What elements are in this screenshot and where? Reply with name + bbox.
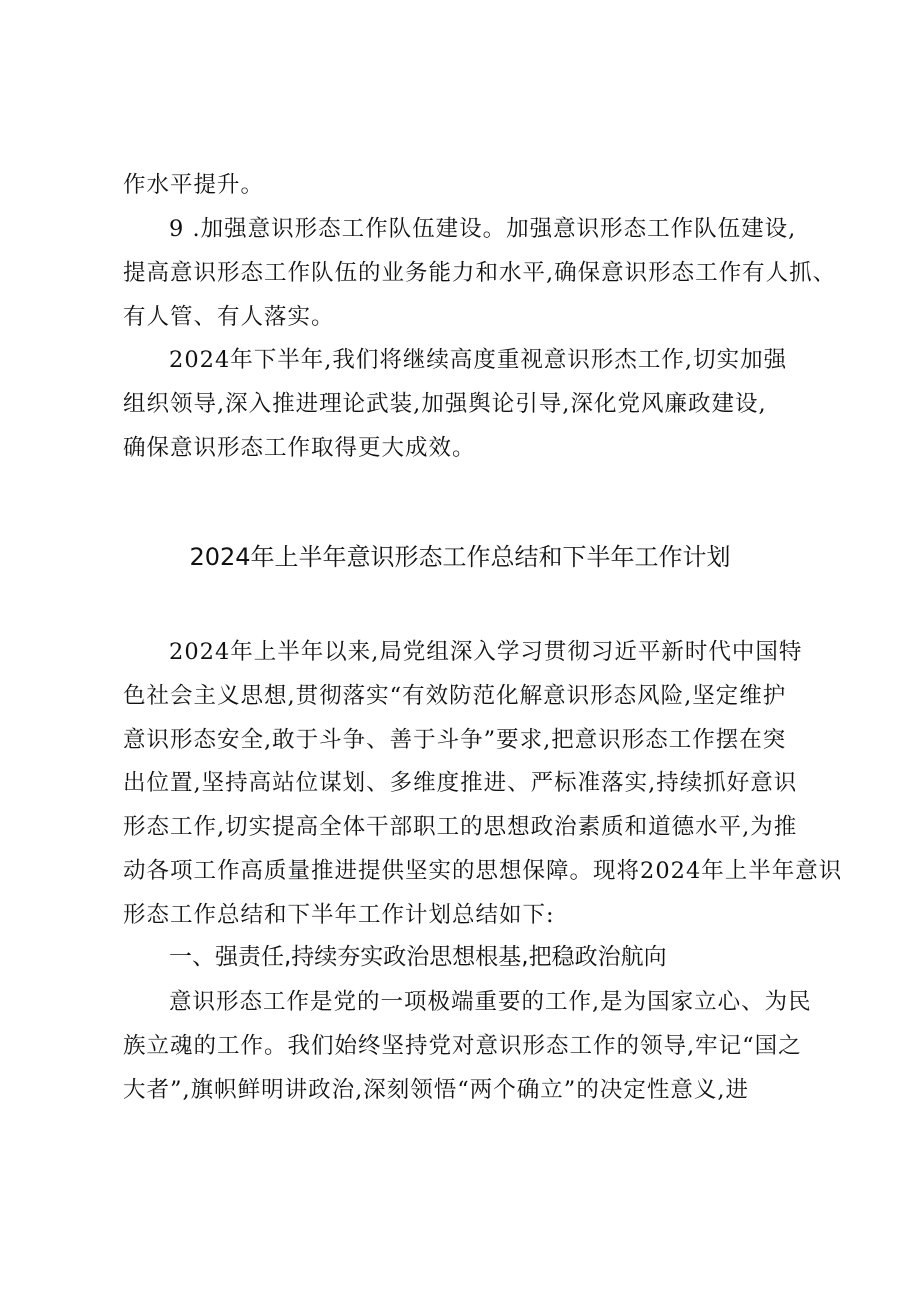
text-line: 确保意识形态工作取得更大成效。 xyxy=(123,435,476,461)
text-line: 2024年上半年以来,局党组深入学习贯彻习近平新时代中国特 xyxy=(169,639,803,665)
text-line: 意识形态安全,敢于斗争、善于斗争”要求,把意识形态工作摆在突 xyxy=(123,727,787,753)
text-line: 出位置,坚持高站位谋划、多维度推进、严标准落实,持续抓好意识 xyxy=(123,770,798,796)
text-line: 意识形态工作是党的一项极端重要的工作,是为国家立心、为民 xyxy=(169,989,812,1015)
text-line: 9 .加强意识形态工作队伍建设。加强意识形态工作队伍建设, xyxy=(169,216,797,242)
text-line: 形态工作,切实提高全体干部职工的思想政治素质和道德水平,为推 xyxy=(123,814,798,840)
text-line: 形态工作总结和下半年工作计划总结如下: xyxy=(123,902,555,928)
text-line: 作水平提升。 xyxy=(123,172,265,198)
document-title: 2024年上半年意识形态工作总结和下半年工作计划 xyxy=(189,543,731,571)
text-line: 有人管、有人落实。 xyxy=(123,304,335,330)
text-line: 提高意识形态工作队伍的业务能力和水平,确保意识形态工作有人抓、 xyxy=(123,260,837,286)
text-line: 组织领导,深入推进理论武装,加强舆论引导,深化党风廉政建设, xyxy=(123,391,767,417)
text-line: 2024年下半年,我们将继续高度重视意识形杰工作,切实加强 xyxy=(169,347,788,373)
text-line: 色社会主义思想,贯彻落实“有效防范化解意识形态风险,坚定维护 xyxy=(123,683,787,709)
text-line: 族立魂的工作。我们始终坚持党对意识形态工作的领导,牢记“国之 xyxy=(123,1033,802,1059)
section-heading: 一、强责任,持续夯实政治思想根基,把稳政治航向 xyxy=(169,944,667,970)
text-line: 动各项工作高质量推进提供坚实的思想保障。现将2024年上半年意识 xyxy=(123,858,843,884)
text-line: 大者”,旗帜鲜明讲政治,深刻领悟“两个确立”的决定性意义,进 xyxy=(123,1077,749,1103)
